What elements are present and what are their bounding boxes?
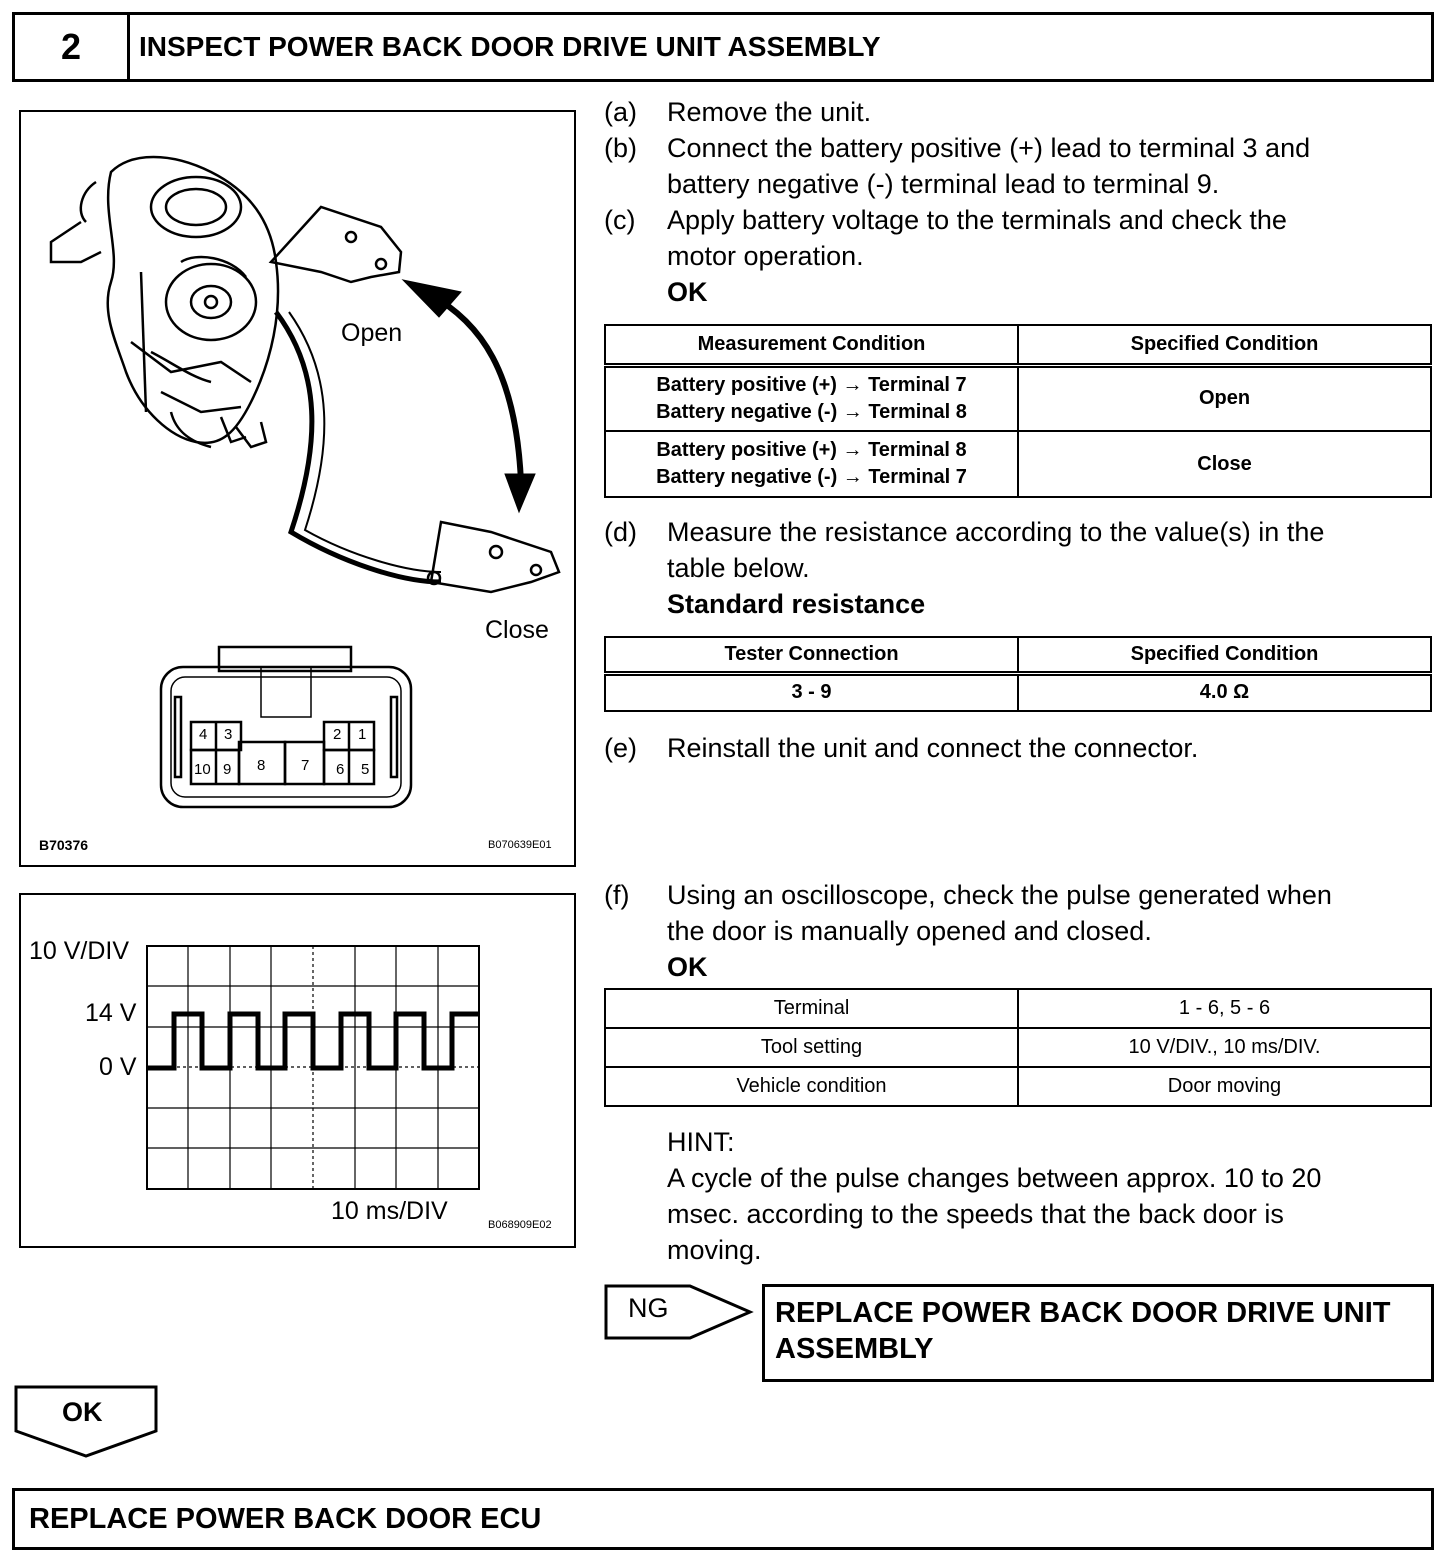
- table-cell: Battery positive (+) → Terminal 7: [656, 373, 967, 396]
- zero-volt-label: 0 V: [99, 1053, 137, 1081]
- pin-label: 5: [361, 761, 370, 778]
- step-text-line: Connect the battery positive (+) lead to terminal 3 and: [667, 133, 1311, 163]
- table-header: Measurement Condition: [605, 325, 1018, 365]
- pin-label: 2: [333, 726, 342, 743]
- open-label: Open: [341, 319, 403, 347]
- step-letter: (a): [604, 97, 637, 127]
- table-cell: Door moving: [1018, 1067, 1431, 1106]
- hint: [604, 1124, 1434, 1268]
- step-text-line: Using an oscilloscope, check the pulse generated when: [667, 880, 1332, 910]
- oscilloscope-figure: [19, 893, 576, 1248]
- ok-flow-label: OK: [62, 1397, 103, 1427]
- resistance-table: [604, 636, 1432, 712]
- step-letter: (b): [604, 133, 637, 163]
- table-cell: 4.0 Ω: [1018, 673, 1431, 711]
- hint-line: A cycle of the pulse changes between approx. 10 to 20: [667, 1163, 1322, 1193]
- table-cell: Battery positive (+) → Terminal 8: [656, 439, 967, 461]
- fourteen-volt-label: 14 V: [85, 999, 137, 1027]
- table-row: [605, 365, 1431, 431]
- step-title: INSPECT POWER BACK DOOR DRIVE UNIT ASSEMBLY: [139, 31, 881, 62]
- pin-label: 7: [301, 757, 310, 774]
- ng-arrow-shape: [604, 1284, 754, 1340]
- oscilloscope-settings-table: [604, 988, 1432, 1107]
- step-letter: (f): [604, 880, 630, 910]
- step-text-line: battery negative (-) terminal lead to terminal 9.: [667, 169, 1220, 199]
- hint-line: moving.: [667, 1235, 762, 1265]
- table-row: [605, 673, 1431, 711]
- step-text-line: the door is manually opened and closed.: [667, 916, 1152, 946]
- table-row: [605, 989, 1431, 1028]
- table-row: [605, 431, 1431, 497]
- table-cell: Terminal: [605, 989, 1018, 1028]
- step-letter: (d): [604, 517, 637, 547]
- ok-label: OK: [667, 277, 708, 307]
- drive-unit-figure: [19, 110, 576, 867]
- ng-action-box: [762, 1284, 1434, 1382]
- final-action-text: REPLACE POWER BACK DOOR ECU: [29, 1502, 542, 1535]
- table-header: Specified Condition: [1018, 637, 1431, 673]
- ms-per-div-label: 10 ms/DIV: [331, 1197, 448, 1225]
- ng-label: NG: [628, 1293, 669, 1323]
- table-row: [605, 1028, 1431, 1067]
- ok-arrow: [14, 1385, 160, 1459]
- standard-resistance-label: Standard resistance: [667, 589, 926, 619]
- step-letter: (c): [604, 205, 636, 235]
- pin-label: 3: [224, 726, 233, 743]
- table-header: Specified Condition: [1018, 325, 1431, 365]
- step-f: [604, 877, 1434, 985]
- table-cell: Vehicle condition: [605, 1067, 1018, 1106]
- ok-label: OK: [667, 952, 708, 982]
- step-text: Remove the unit.: [667, 97, 872, 127]
- figure-code-left: B70376: [39, 837, 89, 853]
- drive-unit-illustration: [21, 112, 578, 869]
- step-d: [604, 514, 1434, 622]
- pin-label: 4: [199, 726, 208, 743]
- table-cell: Battery negative (-) → Terminal 8: [656, 400, 967, 423]
- final-action-box: [12, 1488, 1434, 1550]
- figure-code-right: B070639E01: [488, 839, 552, 851]
- step-c: [604, 202, 1434, 310]
- step-text-line: motor operation.: [667, 241, 864, 271]
- table-cell: Tool setting: [605, 1028, 1018, 1067]
- ng-action-line: ASSEMBLY: [775, 1333, 934, 1365]
- step-header: [12, 12, 1434, 82]
- pin-label: 9: [223, 761, 232, 778]
- volts-per-div-label: 10 V/DIV: [29, 937, 130, 965]
- pin-label: 1: [358, 726, 367, 743]
- pin-label: 6: [336, 761, 345, 778]
- table-cell: 3 - 9: [605, 673, 1018, 711]
- table-cell: Open: [1018, 365, 1431, 431]
- table-row: [605, 1067, 1431, 1106]
- ng-action-line: REPLACE POWER BACK DOOR DRIVE UNIT: [775, 1297, 1391, 1329]
- table-cell: Battery negative (-) → Terminal 7: [656, 466, 967, 488]
- table-header: Tester Connection: [605, 637, 1018, 673]
- step-text-line: table below.: [667, 553, 810, 583]
- close-label: Close: [485, 616, 549, 644]
- step-letter: (e): [604, 733, 637, 763]
- step-number: 2: [15, 15, 130, 79]
- pin-label: 8: [257, 757, 266, 774]
- operation-table: [604, 324, 1432, 498]
- table-cell: 1 - 6, 5 - 6: [1018, 989, 1431, 1028]
- ng-arrow: [604, 1284, 754, 1340]
- step-b: [604, 130, 1434, 202]
- table-cell: 10 V/DIV., 10 ms/DIV.: [1018, 1028, 1431, 1067]
- figure-code: B068909E02: [488, 1219, 552, 1231]
- hint-title: HINT:: [667, 1127, 735, 1157]
- table-cell: Close: [1018, 431, 1431, 497]
- hint-line: msec. according to the speeds that the back door is: [667, 1199, 1284, 1229]
- step-text: Reinstall the unit and connect the connector.: [667, 733, 1199, 763]
- pin-label: 10: [194, 761, 211, 778]
- step-text-line: Apply battery voltage to the terminals and check the: [667, 205, 1287, 235]
- step-text-line: Measure the resistance according to the value(s) in the: [667, 517, 1325, 547]
